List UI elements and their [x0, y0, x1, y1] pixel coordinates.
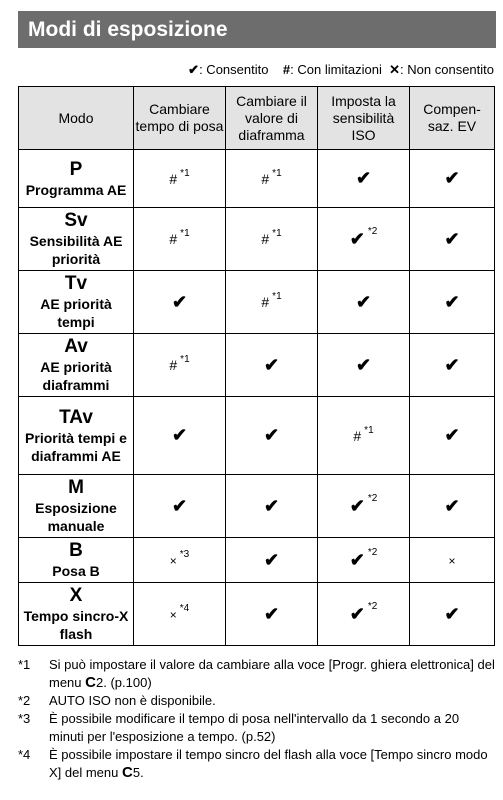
footnote-ref: *2: [367, 546, 378, 558]
status-cell: [134, 583, 226, 646]
check-icon: ✔: [444, 425, 460, 445]
status-cell: [134, 538, 226, 583]
table-row: [19, 583, 495, 646]
column-header: Compen-saz. EV: [410, 87, 495, 150]
table-row: [19, 538, 495, 583]
exposure-modes-table: [18, 86, 495, 646]
check-icon: ✔: [444, 603, 460, 624]
mode-name: Priorità tempi e diaframmi AE: [25, 429, 127, 464]
check-icon: ✔: [355, 291, 372, 312]
mode-code: M: [68, 477, 84, 498]
mode-name: Sensibilità AE priorità: [29, 233, 123, 267]
status-cell: [226, 583, 318, 646]
check-icon: ✔: [444, 228, 460, 249]
mode-cell: [19, 583, 134, 646]
footnote-text: [49, 746, 496, 782]
table-row: [19, 334, 495, 397]
footnote: [18, 656, 496, 692]
status-cell: [134, 397, 226, 475]
footnote-ref: *2: [367, 600, 378, 612]
footnote-suffix: 5.: [132, 765, 144, 780]
footnote: [18, 692, 496, 710]
footnote-ref: *2: [367, 492, 378, 504]
check-icon: ✔: [349, 603, 365, 624]
footnote-mark: *3: [18, 711, 31, 726]
check-icon: ✔: [263, 603, 280, 624]
status-cell: [410, 475, 495, 538]
status-cell: [134, 208, 226, 271]
status-cell: [226, 397, 318, 475]
footnote-mark: *1: [18, 657, 31, 672]
legend-label: : Consentito: [199, 62, 269, 77]
status-cell: [318, 583, 410, 646]
hash-symbol: #: [282, 62, 291, 77]
footnote-ref: *2: [367, 225, 378, 237]
check-icon: ✔: [444, 291, 460, 312]
limited-symbol: #: [261, 170, 270, 187]
status-cell: [410, 334, 495, 397]
footnote-ref: *1: [272, 291, 282, 302]
footnote-text: [49, 656, 496, 692]
mode-code: P: [69, 158, 83, 180]
table-row: [19, 475, 495, 538]
status-cell: [226, 475, 318, 538]
column-header: Modo: [19, 87, 134, 150]
limited-symbol: #: [169, 357, 178, 373]
cross-icon: ×: [169, 608, 177, 622]
status-cell: [410, 397, 495, 475]
column-header: Cambiare il valore di diaframma: [226, 87, 318, 150]
status-cell: [410, 208, 495, 271]
limited-symbol: #: [261, 231, 270, 247]
check-icon: ✔: [171, 495, 188, 516]
check-icon: ✔: [263, 354, 280, 375]
mode-code: Av: [64, 336, 88, 357]
legend: [188, 62, 494, 78]
status-cell: [410, 271, 495, 334]
page-title: Modi di esposizione: [18, 11, 496, 48]
status-cell: [318, 334, 410, 397]
limited-symbol: #: [261, 294, 270, 310]
check-icon: ✔: [444, 495, 460, 516]
table-row: [19, 150, 495, 208]
check-icon: ✔: [263, 425, 280, 445]
check-icon: ✔: [349, 495, 365, 516]
table-row: [19, 397, 495, 475]
check-icon: ✔: [444, 354, 460, 375]
check-icon: ✔: [171, 291, 188, 312]
column-header: Cambiare tempo di posa: [134, 87, 226, 150]
status-cell: [410, 538, 495, 583]
status-cell: [318, 538, 410, 583]
status-cell: [134, 334, 226, 397]
footnote-mark: *4: [18, 747, 31, 762]
status-cell: [226, 538, 318, 583]
status-cell: [410, 583, 495, 646]
camera-menu-icon: C: [122, 764, 133, 781]
check-icon: ✔: [349, 549, 365, 570]
check-icon: ✔: [171, 425, 188, 445]
status-cell: [134, 150, 226, 208]
mode-name: Programma AE: [25, 181, 127, 198]
mode-cell: [19, 397, 134, 475]
footnote-ref: *1: [272, 167, 282, 179]
mode-code: Tv: [64, 273, 88, 294]
limited-symbol: #: [169, 231, 178, 247]
mode-name: Tempo sincro-X flash: [23, 608, 129, 642]
footnote-ref: *1: [180, 167, 190, 179]
footnote-suffix: 2. (p.100): [96, 675, 152, 690]
status-cell: [318, 208, 410, 271]
mode-code: B: [69, 540, 83, 561]
mode-code: TAv: [59, 406, 93, 428]
footnotes: [18, 656, 496, 782]
mode-cell: [19, 208, 134, 271]
footnote-ref: *1: [180, 228, 190, 239]
status-cell: [226, 334, 318, 397]
status-cell: [318, 150, 410, 208]
status-cell: [134, 271, 226, 334]
footnote: [18, 746, 496, 782]
mode-name: Posa B: [52, 563, 100, 579]
cross-icon: ×: [169, 554, 177, 568]
check-icon: ✔: [263, 495, 280, 516]
limited-symbol: #: [353, 427, 362, 444]
table-header-row: [19, 87, 495, 150]
footnote-mark: *2: [18, 693, 31, 708]
mode-cell: [19, 271, 134, 334]
table-row: [19, 208, 495, 271]
status-cell: [226, 271, 318, 334]
mode-code: X: [69, 585, 83, 606]
footnote-body: È possibile impostare il tempo sincro del flash alla voce [Tempo sincro modo X] del menu: [49, 747, 488, 780]
check-icon: ✔: [263, 549, 280, 570]
check-icon: ✔: [355, 354, 372, 375]
check-icon: ✔: [444, 168, 460, 188]
check-icon: ✔: [355, 168, 372, 188]
mode-code: Sv: [64, 210, 88, 231]
cross-icon: ✕: [389, 62, 401, 77]
status-cell: [226, 150, 318, 208]
footnote: [18, 710, 496, 746]
mode-name: AE priorità tempi: [40, 296, 112, 330]
footnote-ref: *4: [179, 603, 190, 614]
column-header: Imposta la sensibilità ISO: [318, 87, 410, 150]
cross-icon: ×: [448, 554, 456, 568]
legend-label: : Con limitazioni: [290, 62, 382, 77]
footnote-ref: *3: [179, 549, 190, 560]
footnote-body: Si può impostare il valore da cambiare alla voce [Progr. ghiera elettronica] del menu: [49, 657, 495, 690]
camera-menu-icon: C: [85, 674, 96, 691]
footnote-ref: *1: [272, 228, 282, 239]
mode-name: AE priorità diaframmi: [40, 359, 112, 393]
legend-label: : Non consentito: [400, 62, 494, 77]
status-cell: [318, 271, 410, 334]
footnote-ref: *1: [180, 354, 190, 365]
check-icon: ✔: [188, 62, 200, 77]
footnote-ref: *1: [364, 424, 374, 436]
status-cell: [226, 208, 318, 271]
mode-cell: [19, 538, 134, 583]
status-cell: [318, 397, 410, 475]
mode-cell: [19, 150, 134, 208]
status-cell: [410, 150, 495, 208]
mode-cell: [19, 475, 134, 538]
status-cell: [318, 475, 410, 538]
footnote-text: È possibile modificare il tempo di posa nell'intervallo da 1 secondo a 20 minuti per l'esposizione a tempo. (p.52): [49, 711, 460, 744]
status-cell: [134, 475, 226, 538]
footnote-text: AUTO ISO non è disponibile.: [49, 693, 216, 708]
mode-cell: [19, 334, 134, 397]
check-icon: ✔: [349, 228, 365, 249]
table-row: [19, 271, 495, 334]
mode-name: Esposizione manuale: [35, 500, 117, 534]
limited-symbol: #: [169, 170, 178, 187]
